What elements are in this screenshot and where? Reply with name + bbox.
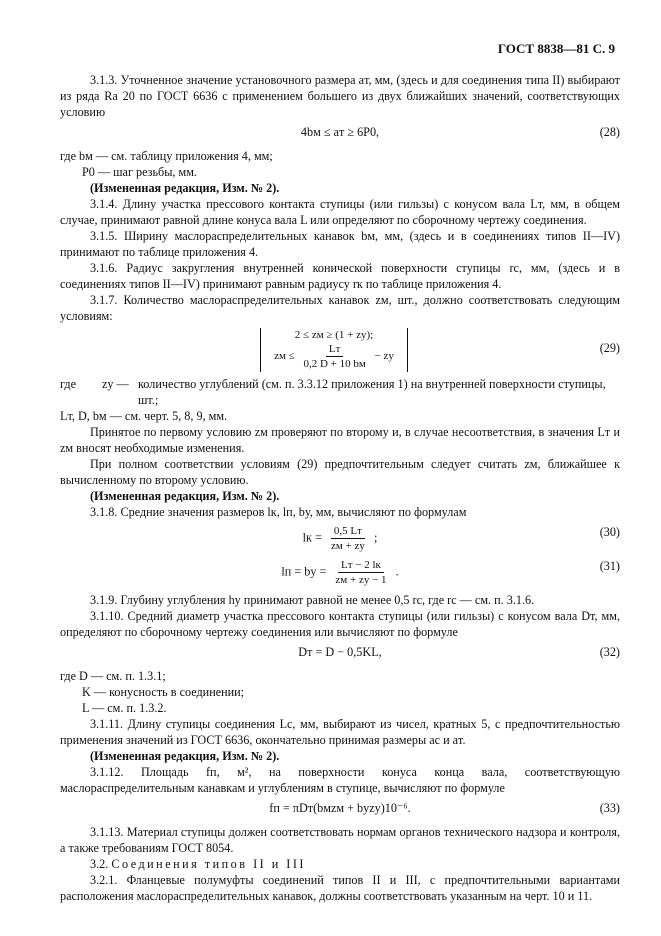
paragraph-3-1-13: 3.1.13. Материал ступицы должен соответствовать нормам органов технического надзора и контроля, а также требованиям ГОСТ 8054. bbox=[60, 825, 620, 855]
equation-31-fraction bbox=[332, 558, 389, 587]
equation-30 bbox=[60, 524, 620, 554]
paragraph-3-2-1: 3.2.1. Фланцевые полумуфты соединений типов II и III, с предпочтительными вариантами расположения маслораспределительных канавок, должны соответствовать указанным на черт. 10 и 11. bbox=[60, 873, 620, 903]
revision-note-1: (Измененная редакция, Изм. № 2). bbox=[90, 181, 280, 195]
section-3-2-title: Соединения типов II и III bbox=[111, 857, 306, 871]
equation-31-number: (31) bbox=[599, 559, 620, 573]
equation-30-lhs: lк = bbox=[302, 530, 322, 545]
equation-30-number: (30) bbox=[599, 525, 620, 539]
revision-note-2: (Измененная редакция, Изм. № 2). bbox=[90, 489, 280, 503]
equation-30-denominator: zм + zу bbox=[330, 540, 365, 552]
paragraph-3-1-9: 3.1.9. Глубину углубления hу принимают равной не менее 0,5 rс, где rс — см. п. 3.1.6. bbox=[90, 593, 535, 607]
equation-28-body: 4bм ≤ aт ≥ 6P0, bbox=[300, 125, 380, 139]
section-3-2-heading bbox=[60, 856, 620, 872]
where-29-symbol: zу — bbox=[102, 377, 129, 391]
where-29-line-2: Lт, D, bм — см. черт. 5, 8, 9, мм. bbox=[60, 409, 228, 423]
equation-31 bbox=[60, 558, 620, 588]
where-28-line-1: где bм — см. таблицу приложения 4, мм; bbox=[60, 149, 273, 163]
where-32-line-3: L — см. п. 1.3.2. bbox=[82, 701, 167, 715]
equation-29-line-2 bbox=[269, 342, 399, 371]
where-32-line-2: K — конусность в соединении; bbox=[82, 685, 245, 699]
where-29-label: где bbox=[60, 377, 77, 391]
equation-29-numerator: Lт bbox=[326, 342, 344, 357]
section-3-2-number: 3.2. bbox=[90, 857, 109, 871]
paragraph-3-1-5: 3.1.5. Ширину маслораспределительных канавок bм, мм, (здесь и в соединениях типов II—IV) принимают по таблице приложения 4. bbox=[60, 229, 620, 259]
page-content bbox=[60, 72, 620, 904]
paragraph-3-1-7-c: При полном соответствии условиям (29) предпочтительным следует считать zм, ближайшее к вычисленному по второму условию. bbox=[60, 457, 620, 487]
paragraph-3-1-7: 3.1.7. Количество маслораспределительных канавок zм, шт., должно соответствовать следующим условиям: bbox=[60, 293, 620, 323]
paragraph-3-1-6: 3.1.6. Радиус закругления внутренней конической поверхности ступицы rс, мм, (здесь и в соединениях типов II—IV) принимают равным радиусу rк по таблице приложения 4. bbox=[60, 261, 620, 291]
equation-29-number: (29) bbox=[599, 341, 620, 355]
equation-28-number: (28) bbox=[599, 125, 620, 139]
where-32-line-1: где D — см. п. 1.3.1; bbox=[60, 669, 166, 683]
equation-33-number: (33) bbox=[599, 801, 620, 815]
equation-31-lhs: lп = bу = bbox=[281, 564, 327, 579]
equation-31-denominator: zм + zу − 1 bbox=[335, 574, 387, 586]
equation-30-numerator: 0,5 Lт bbox=[331, 524, 365, 539]
where-29-line-1 bbox=[60, 376, 620, 408]
revision-note-3: (Измененная редакция, Изм. № 2). bbox=[90, 749, 280, 763]
equation-29-rest: − zу bbox=[374, 350, 394, 363]
equation-30-body bbox=[60, 524, 620, 553]
paragraph-3-1-8: 3.1.8. Средние значения размеров lк, lп, bу, мм, вычисляют по формулам bbox=[90, 505, 467, 519]
where-29-text: количество углублений (см. п. 3.3.12 приложения 1) на внутренней поверхности ступицы, шт.; bbox=[138, 377, 606, 407]
equation-31-numerator: Lт − 2 lк bbox=[338, 558, 384, 573]
equation-31-tail: . bbox=[395, 564, 399, 579]
equation-32 bbox=[60, 644, 620, 664]
equation-32-body: Dт = D − 0,5KL, bbox=[298, 645, 382, 659]
equation-28 bbox=[60, 124, 620, 144]
page-header: ГОСТ 8838—81 С. 9 bbox=[497, 41, 615, 56]
equation-30-fraction bbox=[328, 524, 368, 553]
equation-29-lhs: zм ≤ bbox=[274, 350, 295, 363]
paragraph-3-1-7-b: Принятое по первому условию zм проверяют по второму и, в случае несоответствия, в значения Lт и zм вносят необходимые изменения. bbox=[60, 425, 620, 455]
equation-29-system bbox=[260, 328, 408, 372]
equation-32-number: (32) bbox=[599, 645, 620, 659]
equation-29-line-1: 2 ≤ zм ≥ (1 + zу); bbox=[294, 329, 374, 341]
equation-33-body: fп = πDт(bмzм + bуzу)10⁻⁶. bbox=[269, 801, 411, 815]
equation-29-fraction bbox=[300, 342, 368, 371]
equation-29-denominator: 0,2 D + 10 bм bbox=[303, 358, 366, 370]
equation-29 bbox=[60, 328, 620, 372]
paragraph-3-1-3: 3.1.3. Уточненное значение установочного размера aт, мм, (здесь и для соединения типа II) выбирают из ряда Ra 20 по ГОСТ 6636 с применением большего из двух ближайших значений, соответствующих условию bbox=[60, 73, 620, 119]
paragraph-3-1-11: 3.1.11. Длину ступицы соединения Lс, мм, выбирают из чисел, кратных 5, с предпочтительностью применения значений из ГОСТ 6636, окончательно принимая размеры aс и aт. bbox=[60, 717, 620, 747]
paragraph-3-1-4: 3.1.4. Длину участка прессового контакта ступицы (или гильзы) с конусом вала Lт, мм, в общем случае, принимают равной длине конуса вала L или определяют по сборочному чертежу соединения. bbox=[60, 197, 620, 227]
equation-33 bbox=[60, 800, 620, 820]
equation-30-tail: ; bbox=[373, 530, 378, 545]
paragraph-3-1-12: 3.1.12. Площадь fп, м², на поверхности конуса конца вала, соответствующую маслораспределительным канавкам и углублениям в ступице, вычисляют по формуле bbox=[60, 765, 620, 795]
where-28-line-2: P0 — шаг резьбы, мм. bbox=[82, 165, 197, 179]
equation-31-body bbox=[60, 558, 620, 587]
paragraph-3-1-10: 3.1.10. Средний диаметр участка прессового контакта ступицы (или гильзы) с конусом вала Dт, мм, определяют по сборочному чертежу соединения или вычисляют по формуле bbox=[60, 609, 620, 639]
